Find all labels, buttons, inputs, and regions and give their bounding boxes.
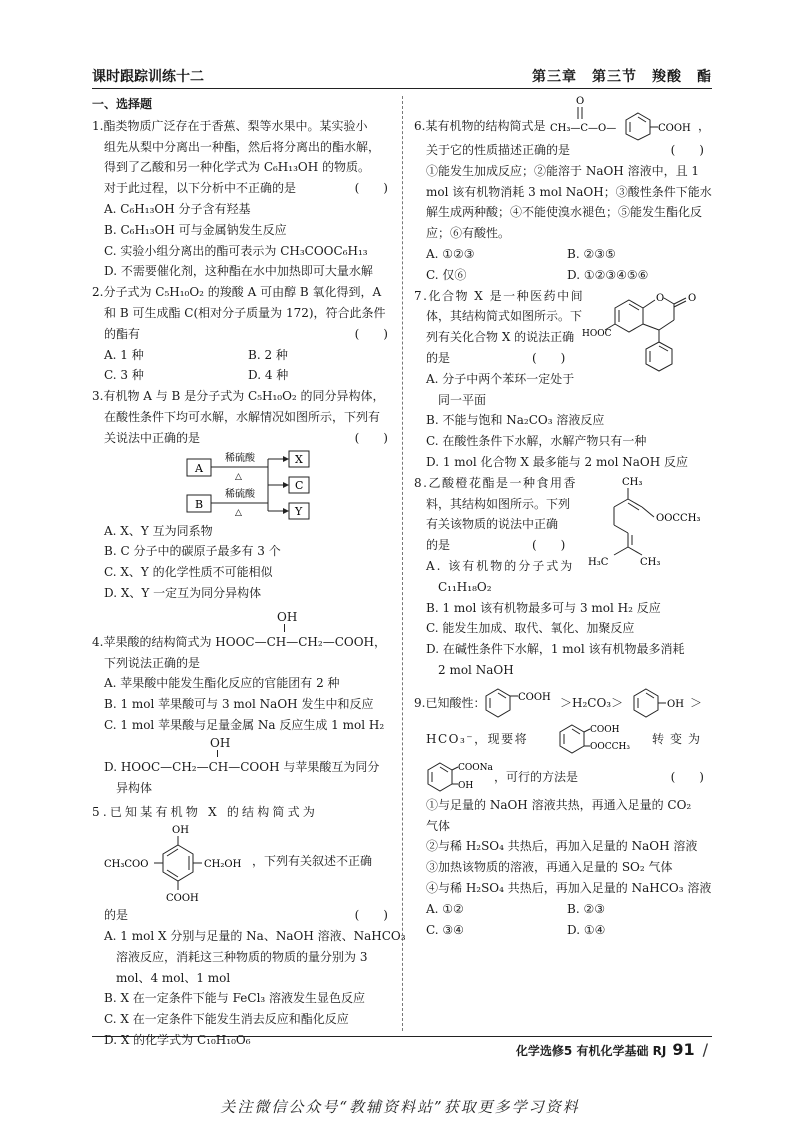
- carbonyl-o-label: O: [688, 292, 697, 304]
- q2-stem-end: 的酯有: [104, 326, 141, 341]
- option-d-cont: 异构体: [116, 780, 153, 795]
- q7-stem-end: 的是: [426, 350, 451, 365]
- q4d-bond-row: [92, 750, 392, 757]
- q2-options-row: [92, 345, 392, 366]
- ring-double-bond: [440, 767, 448, 772]
- option-a-cont: 溶液反应，消耗这三种物质的物质的量分别为 3: [116, 949, 368, 964]
- page-footer: [516, 1040, 708, 1059]
- right-column: [414, 94, 712, 940]
- acidity-comparison: ＞H₂CO₃＞: [560, 695, 624, 710]
- oh-label: OH: [458, 780, 474, 791]
- answer-bracket: ( ): [354, 326, 388, 341]
- column-divider: [402, 96, 403, 1031]
- q8-line: 料，其结构如图所示。下列: [426, 496, 571, 511]
- q9-transform-row: [414, 719, 708, 759]
- q4d-oh-row: [92, 736, 392, 750]
- option-d: D. 4 种: [248, 368, 289, 383]
- section-title: 一、选择题: [92, 97, 153, 111]
- method-3: ③加热该物质的溶液，再通入足量的 SO₂ 气体: [426, 860, 673, 875]
- q4-bond-row: [92, 624, 392, 632]
- q2-options-row: [92, 365, 392, 386]
- answer-bracket: ( ): [532, 538, 566, 553]
- q3-line: 在酸性条件下均可水解，水解情况如图所示，下列有: [104, 409, 381, 424]
- q3-stem-end: 关说法中正确的是: [104, 430, 201, 445]
- q7-line: 体，其结构简式如图所示。下: [426, 309, 583, 324]
- question-7: [414, 286, 708, 473]
- method-4: ④与稀 H₂SO₄ 共热后，再加入足量的 NaHCO₃ 溶液: [426, 880, 712, 895]
- question-4: [92, 610, 392, 799]
- arrowhead: [283, 482, 289, 488]
- q9-line2a: HCO₃⁻，现要将: [426, 731, 529, 746]
- box-y-label: Y: [295, 504, 303, 518]
- ch2oh-label: CH₂OH: [204, 859, 242, 871]
- q6-stem-row: [414, 94, 711, 140]
- option-c: C. 3 种: [104, 368, 144, 383]
- acetate-label: CH₃—C—O—: [550, 123, 617, 134]
- question-1: [92, 116, 392, 282]
- q4-oh-bond: [284, 624, 285, 632]
- q2-line: 2.分子式为 C₅H₁₀O₂ 的羧酸 A 可由醇 B 氧化得到，A: [92, 285, 382, 300]
- box-a-label: A: [195, 461, 203, 475]
- q9-line3: ，可行的方法是: [494, 769, 579, 784]
- ring-double-bond: [498, 693, 506, 698]
- q7-line: 7.化合物 X 是一种医药中间: [414, 288, 585, 303]
- q4-oh-label: OH: [277, 609, 298, 624]
- cooh-label: COOH: [658, 123, 691, 134]
- q5-tail: ，下列有关叙述不正确: [252, 854, 373, 869]
- question-3: [92, 386, 392, 604]
- q1-line: 得到了乙酸和另一种化学式为 C₆H₁₃OH 的物质。: [104, 160, 371, 175]
- q4-line: 4.苹果酸的结构简式为 HOOC—CH—CH₂—COOH，: [92, 634, 387, 649]
- option-d: D. ①②③④⑤⑥: [567, 267, 649, 282]
- q6-line: 应；⑥有酸性。: [426, 226, 511, 241]
- option-b: B. 1 mol 该有机物最多可与 3 mol H₂ 反应: [426, 600, 661, 615]
- box-x-label: X: [295, 452, 303, 466]
- q4d-oh-label: OH: [210, 735, 231, 750]
- hydrolysis-diagram: [92, 449, 392, 521]
- option-a-cont: 同一平面: [438, 392, 487, 407]
- q1-line: 组先从梨中分离出一种酯，然后将分离出的酯水解，: [104, 139, 381, 154]
- q9-options-row: [414, 899, 708, 920]
- q6-line: 解生成两种酸；④不能使溴水褪色；⑤能发生酯化反: [426, 205, 703, 220]
- heat-label: △: [235, 507, 242, 518]
- option-d: D. HOOC—CH₂—CH—COOH 与苹果酸互为同分: [104, 759, 380, 774]
- option-b: B. 不能与饱和 Na₂CO₃ 溶液反应: [426, 413, 605, 428]
- ring-o-label: O: [656, 292, 665, 304]
- answer-bracket: ( ): [354, 908, 388, 923]
- option-a: A. C₆H₁₃OH 分子含有羟基: [104, 201, 251, 216]
- compound-6-structure: [550, 94, 700, 140]
- chapter-title: 第三章 第三节 羧酸 酯: [532, 69, 712, 85]
- q5-structure-row: [92, 823, 392, 905]
- footer-rule: [92, 1036, 712, 1037]
- q8-line: 有关该物质的说法中正确: [426, 517, 559, 532]
- q1-stem-end: 对于此过程，以下分析中不正确的是: [104, 181, 297, 196]
- cooh-label: COOH: [518, 691, 551, 703]
- q4-line: 下列说法正确的是: [104, 655, 201, 670]
- reagent-label: 稀硫酸: [225, 452, 255, 464]
- trailing-comma: ，: [698, 119, 711, 133]
- q1-line: 1.酯类物质广泛存在于香蕉、梨等水果中。某实验小: [92, 118, 368, 133]
- q9-acidity-row: [414, 685, 708, 719]
- q8-line: 8.乙酸橙花酯是一种食用香: [414, 475, 577, 490]
- q6-options-row: [414, 244, 708, 265]
- box-b-label: B: [195, 497, 204, 511]
- q9-lead: 9.已知酸性：: [414, 695, 486, 710]
- option-b: B. 1 mol 苹果酸可与 3 mol NaOH 发生中和反应: [104, 697, 374, 712]
- watermark-text: 关注微信公众号“教辅资料站”获取更多学习资料: [220, 1098, 580, 1116]
- heat-label: △: [235, 471, 242, 482]
- option-c: C. ③④: [426, 922, 464, 937]
- option-a: A. X、Y 互为同系物: [104, 523, 213, 538]
- greater-than: ＞: [690, 695, 703, 710]
- cooh-label: HOOC: [582, 328, 612, 339]
- option-a: A. ①②③: [426, 246, 475, 261]
- answer-bracket: ( ): [532, 350, 566, 365]
- aspirin-structure: [558, 719, 638, 759]
- option-a-cont: mol、4 mol、1 mol: [116, 970, 231, 985]
- q5-stem-end: 的是: [104, 908, 129, 923]
- q3-line: [92, 428, 392, 449]
- option-d: D. X 的化学式为 C₁₀H₁₀O₆: [104, 1032, 251, 1047]
- arrowhead: [283, 508, 289, 514]
- ester-label: OOCCH₃: [656, 512, 701, 524]
- q6-lead: 6.某有机物的结构简式是: [414, 119, 546, 133]
- coona-label: COONa: [458, 762, 493, 773]
- footer-slash: /: [702, 1040, 708, 1059]
- q6-line: [414, 140, 708, 161]
- q6-line: ①能发生加成反应；②能溶于 NaOH 溶液中，且 1: [426, 163, 700, 178]
- arrowhead: [283, 456, 289, 462]
- option-a: A. 该有机物的分子式为: [426, 558, 575, 573]
- option-d: D. 不需要催化剂，这种酯在水中加热即可大量水解: [104, 264, 373, 279]
- page-number: 91: [672, 1040, 695, 1059]
- q8-stem-end: 的是: [426, 538, 451, 553]
- q9-target-row: [414, 759, 708, 795]
- option-d: D. ①④: [567, 922, 606, 937]
- q7-line: 列有关化合物 X 的说法正确: [426, 330, 575, 345]
- option-a: A. 1 mol X 分别与足量的 Na、NaOH 溶液、NaHCO₃: [104, 928, 406, 943]
- q5-line: [92, 905, 392, 926]
- ring-double-bond: [646, 693, 654, 698]
- acetoxy-label: OOCCH₃: [590, 741, 630, 752]
- option-a: A. 苹果酸中能发生酯化反应的官能团有 2 种: [104, 676, 340, 691]
- option-d: D. 1 mol 化合物 X 最多能与 2 mol NaOH 反应: [426, 454, 688, 469]
- acetoxy-label: CH₃COO: [104, 859, 149, 871]
- question-5: [92, 802, 406, 1050]
- option-c: C. 实验小组分离出的酯可表示为 CH₃COOC₆H₁₃: [104, 243, 368, 258]
- box-c-label: C: [295, 478, 304, 492]
- header-rule: [92, 88, 712, 89]
- option-a: A. ①②: [426, 901, 464, 916]
- methyl-label-left: H₃C: [588, 556, 609, 568]
- ring-double-bond: [572, 729, 580, 734]
- answer-bracket: ( ): [670, 769, 704, 784]
- cooh-label: COOH: [590, 724, 620, 735]
- option-a-cont: C₁₁H₁₈O₂: [438, 579, 492, 594]
- option-d: D. 在碱性条件下水解，1 mol 该有机物最多消耗: [426, 642, 685, 657]
- q2-line: 和 B 可生成酯 C(相对分子质量为 172)，符合此条件: [104, 305, 386, 320]
- answer-bracket: ( ): [354, 181, 388, 196]
- answer-bracket: ( ): [670, 143, 704, 157]
- carbonyl-o: O: [576, 96, 585, 107]
- answer-bracket: ( ): [354, 430, 388, 445]
- q5-line: 5.已知某有机物 X 的结构简式为: [92, 805, 319, 820]
- q3-line: 3.有机物 A 与 B 是分子式为 C₅H₁₀O₂ 的同分异构体，: [92, 389, 385, 404]
- option-c: C. 仅⑥: [426, 267, 467, 282]
- ring-double-bond: [638, 117, 646, 122]
- option-c: C. 1 mol 苹果酸与足量金属 Na 反应生成 1 mol H₂: [104, 717, 385, 732]
- q2-line: [92, 324, 392, 345]
- option-d-cont: 2 mol NaOH: [438, 662, 514, 677]
- method-2: ②与稀 H₂SO₄ 共热后，再加入足量的 NaOH 溶液: [426, 839, 698, 854]
- q9-line2b: 转变为: [652, 731, 707, 746]
- question-2: [92, 282, 392, 386]
- option-d: D. X、Y 一定互为同分异构体: [104, 585, 262, 600]
- option-a: A. 1 种: [104, 347, 144, 362]
- option-c: C. X 在一定条件下能发生消去反应和酯化反应: [104, 1012, 349, 1027]
- option-a: A. 分子中两个苯环一定处于: [426, 371, 575, 386]
- q6-options-row: [414, 265, 708, 286]
- methyl-label: CH₃: [622, 476, 643, 488]
- cooh-label: COOH: [166, 893, 199, 905]
- oh-label: OH: [667, 698, 684, 710]
- q4d-oh-bond: [217, 750, 218, 757]
- question-9: [414, 685, 712, 941]
- method-1-cont: 气体: [426, 818, 451, 833]
- q6-stem-end: 关于它的性质描述正确的是: [426, 143, 571, 157]
- option-b: B. C 分子中的碳原子最多有 3 个: [104, 544, 281, 559]
- question-6: [414, 94, 712, 286]
- option-b: B. ②③⑤: [567, 246, 616, 261]
- q6-line: mol 该有机物消耗 3 mol NaOH；③酸性条件下能水: [426, 184, 712, 199]
- benzoic-acid-structure: [484, 685, 554, 719]
- methyl-label-right: CH₃: [640, 556, 661, 568]
- option-b: B. 2 种: [248, 347, 288, 362]
- option-b: B. X 在一定条件下能与 FeCl₃ 溶液发生显色反应: [104, 991, 366, 1006]
- q9-options-row: [414, 920, 708, 941]
- reagent-label: 稀硫酸: [225, 488, 255, 500]
- option-c: C. X、Y 的化学性质不可能相似: [104, 565, 273, 580]
- method-1: ①与足量的 NaOH 溶液共热，再通入足量的 CO₂: [426, 797, 692, 812]
- oh-label: OH: [172, 825, 189, 837]
- q4-oh-row: [92, 610, 392, 624]
- left-column: [92, 94, 406, 1051]
- q1-line: [92, 178, 392, 199]
- option-b: B. ②③: [567, 901, 605, 916]
- option-b: B. C₆H₁₃OH 可与金属钠发生反应: [104, 222, 287, 237]
- book-title: 化学选修5 有机化学基础 RJ: [515, 1044, 667, 1058]
- option-c: C. 在酸性条件下水解，水解产物只有一种: [426, 434, 647, 449]
- question-8: [414, 473, 708, 681]
- option-c: C. 能发生加成、取代、氧化、加聚反应: [426, 621, 635, 636]
- phenol-structure: [632, 685, 688, 719]
- q8-line: [414, 535, 708, 556]
- q7-line: [414, 348, 708, 369]
- running-title: 课时跟踪训练十二: [92, 69, 204, 85]
